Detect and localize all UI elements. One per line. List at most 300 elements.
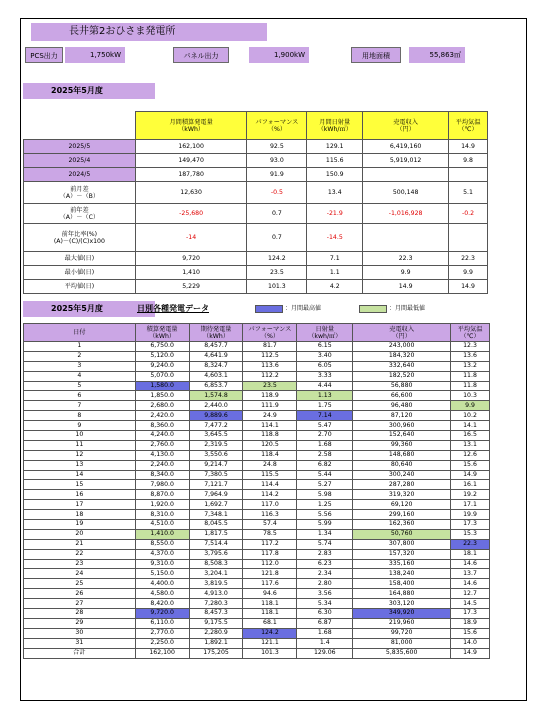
daily-cell: 117.0 xyxy=(243,500,297,510)
daily-date-cell: 1 xyxy=(24,342,136,352)
daily-cell: 80,640 xyxy=(353,460,451,470)
table-row xyxy=(24,638,490,648)
summary-cell: 500,148 xyxy=(363,182,449,204)
daily-cell: 300,240 xyxy=(353,470,451,480)
daily-cell: 157,320 xyxy=(353,549,451,559)
summary-cell: 91.9 xyxy=(247,168,307,182)
daily-cell: 5,150.0 xyxy=(135,569,189,579)
daily-date-cell: 10 xyxy=(24,431,136,441)
daily-cell: 50,760 xyxy=(353,529,451,539)
daily-date-cell: 12 xyxy=(24,450,136,460)
daily-cell: 2,680.0 xyxy=(135,401,189,411)
summary-header: 月間日射量 （kWh/㎡） xyxy=(307,112,363,140)
summary-cell: 187,780 xyxy=(135,168,247,182)
summary-header: パフォーマンス （%） xyxy=(247,112,307,140)
daily-date-cell: 8 xyxy=(24,411,136,421)
daily-cell: 158,400 xyxy=(353,579,451,589)
daily-cell: 120.5 xyxy=(243,440,297,450)
daily-cell: 1.68 xyxy=(297,440,353,450)
daily-cell: 6.30 xyxy=(297,609,353,619)
daily-cell: 2,280.9 xyxy=(189,628,243,638)
daily-cell: 68.1 xyxy=(243,618,297,628)
daily-cell: 2,760.0 xyxy=(135,440,189,450)
daily-cell: 66,600 xyxy=(353,391,451,401)
daily-cell: 3,795.6 xyxy=(189,549,243,559)
daily-cell: 8,550.0 xyxy=(135,539,189,549)
table-row xyxy=(24,490,490,500)
daily-subtitle: 日別各種発電データ xyxy=(137,304,209,313)
daily-cell: 13.7 xyxy=(451,569,490,579)
daily-date-cell: 18 xyxy=(24,510,136,520)
daily-date-cell: 3 xyxy=(24,361,136,371)
summary-cell: -25,680 xyxy=(135,204,247,224)
summary-cell: 0.7 xyxy=(247,204,307,224)
summary-cell: 4.2 xyxy=(307,280,363,294)
summary-cell: 14.9 xyxy=(363,280,449,294)
daily-cell: 7.14 xyxy=(297,411,353,421)
daily-cell: 114.2 xyxy=(243,490,297,500)
daily-cell: 1.75 xyxy=(297,401,353,411)
table-row xyxy=(24,391,490,401)
table-row xyxy=(24,618,490,628)
daily-date-cell: 28 xyxy=(24,609,136,619)
daily-cell: 184,320 xyxy=(353,351,451,361)
daily-cell: 1,580.0 xyxy=(135,381,189,391)
table-row xyxy=(24,510,490,520)
daily-cell: 1,817.5 xyxy=(189,529,243,539)
pcs-label: PCS出力 xyxy=(25,47,63,63)
daily-cell: 117.8 xyxy=(243,549,297,559)
summary-row xyxy=(24,204,488,224)
daily-date-cell: 9 xyxy=(24,421,136,431)
table-row xyxy=(24,599,490,609)
daily-cell: 5.98 xyxy=(297,490,353,500)
daily-cell: 8,420.0 xyxy=(135,599,189,609)
daily-cell: 17.3 xyxy=(451,520,490,530)
daily-cell: 12.3 xyxy=(451,342,490,352)
daily-cell: 129.06 xyxy=(297,648,353,658)
daily-cell: 175,205 xyxy=(189,648,243,658)
daily-cell: 2,240.0 xyxy=(135,460,189,470)
daily-cell: 56,880 xyxy=(353,381,451,391)
daily-cell: 17.3 xyxy=(451,609,490,619)
summary-cell: 6,419,160 xyxy=(363,140,449,154)
daily-date-cell: 23 xyxy=(24,559,136,569)
daily-cell: 5.44 xyxy=(297,470,353,480)
summary-row xyxy=(24,252,488,266)
daily-cell: 8,457.3 xyxy=(189,609,243,619)
daily-cell: 10.2 xyxy=(451,411,490,421)
daily-cell: 24.8 xyxy=(243,460,297,470)
daily-cell: 8,324.7 xyxy=(189,361,243,371)
summary-cell: 93.0 xyxy=(247,154,307,168)
daily-cell: 94.6 xyxy=(243,589,297,599)
daily-cell: 164,880 xyxy=(353,589,451,599)
daily-cell: 2.34 xyxy=(297,569,353,579)
daily-cell: 4,913.0 xyxy=(189,589,243,599)
daily-cell: 1,410.0 xyxy=(135,529,189,539)
daily-cell: 112.0 xyxy=(243,559,297,569)
daily-cell: 303,120 xyxy=(353,599,451,609)
summary-cell: 14.9 xyxy=(449,280,488,294)
daily-cell: 19.2 xyxy=(451,490,490,500)
daily-cell: 4,580.0 xyxy=(135,589,189,599)
daily-cell: 2,440.0 xyxy=(189,401,243,411)
daily-cell: 15.3 xyxy=(451,529,490,539)
daily-header: パフォーマンス （%） xyxy=(243,324,297,342)
daily-date-cell: 22 xyxy=(24,549,136,559)
daily-cell: 115.5 xyxy=(243,470,297,480)
summary-header: 平均気温 （℃） xyxy=(449,112,488,140)
daily-cell: 162,100 xyxy=(135,648,189,658)
daily-cell: 111.9 xyxy=(243,401,297,411)
summary-row-label: 前年比率(%) (A)－(C)/(C)x100 xyxy=(24,224,136,252)
daily-cell: 3,645.5 xyxy=(189,431,243,441)
daily-cell: 8,310.0 xyxy=(135,510,189,520)
legend-low-swatch xyxy=(359,305,387,313)
daily-cell: 7,980.0 xyxy=(135,480,189,490)
land-label: 用地面積 xyxy=(351,47,401,63)
daily-cell: 124.2 xyxy=(243,628,297,638)
daily-cell: 4,370.0 xyxy=(135,549,189,559)
summary-cell: -14.5 xyxy=(307,224,363,252)
daily-cell: 1.13 xyxy=(297,391,353,401)
summary-row-label: 2025/4 xyxy=(24,154,136,168)
daily-cell: 3,819.5 xyxy=(189,579,243,589)
legend-high-label: ：月間最高値 xyxy=(285,305,322,312)
summary-cell: 9.9 xyxy=(449,266,488,280)
daily-cell: 4,603.1 xyxy=(189,371,243,381)
summary-row xyxy=(24,168,488,182)
summary-table xyxy=(23,111,488,294)
daily-cell: 9,214.7 xyxy=(189,460,243,470)
daily-cell: 6.23 xyxy=(297,559,353,569)
table-row xyxy=(24,520,490,530)
table-row xyxy=(24,529,490,539)
daily-cell: 11.8 xyxy=(451,381,490,391)
summary-cell xyxy=(363,224,449,252)
daily-cell: 2,420.0 xyxy=(135,411,189,421)
daily-cell: 4,240.0 xyxy=(135,431,189,441)
daily-cell: 5.27 xyxy=(297,480,353,490)
daily-cell: 162,360 xyxy=(353,520,451,530)
daily-cell: 57.4 xyxy=(243,520,297,530)
daily-date-cell: 13 xyxy=(24,460,136,470)
summary-corner xyxy=(24,112,136,140)
table-row xyxy=(24,371,490,381)
daily-cell: 101.3 xyxy=(243,648,297,658)
daily-cell: 1.4 xyxy=(297,638,353,648)
summary-row xyxy=(24,140,488,154)
daily-cell: 335,160 xyxy=(353,559,451,569)
daily-cell: 112.5 xyxy=(243,351,297,361)
daily-date-cell: 11 xyxy=(24,440,136,450)
daily-cell: 24.9 xyxy=(243,411,297,421)
daily-cell: 1.25 xyxy=(297,500,353,510)
daily-cell: 3,204.1 xyxy=(189,569,243,579)
daily-date-cell: 29 xyxy=(24,618,136,628)
daily-cell: 1,920.0 xyxy=(135,500,189,510)
table-row xyxy=(24,500,490,510)
daily-cell: 117.6 xyxy=(243,579,297,589)
daily-cell: 1,850.0 xyxy=(135,391,189,401)
table-row xyxy=(24,431,490,441)
daily-cell: 6,110.0 xyxy=(135,618,189,628)
daily-cell: 17.1 xyxy=(451,500,490,510)
daily-cell: 99,360 xyxy=(353,440,451,450)
summary-cell: 7.1 xyxy=(307,252,363,266)
daily-cell: 9,175.5 xyxy=(189,618,243,628)
daily-cell: 22.3 xyxy=(451,539,490,549)
daily-cell: 18.9 xyxy=(451,618,490,628)
table-row xyxy=(24,579,490,589)
legend-low-label: ：月間最低値 xyxy=(389,305,426,312)
summary-cell: 12,630 xyxy=(135,182,247,204)
summary-cell: -1,016,928 xyxy=(363,204,449,224)
daily-date-cell: 15 xyxy=(24,480,136,490)
daily-cell: 3,550.6 xyxy=(189,450,243,460)
summary-cell: 1,410 xyxy=(135,266,247,280)
daily-cell: 2.83 xyxy=(297,549,353,559)
daily-cell: 14.6 xyxy=(451,579,490,589)
daily-cell: 1.68 xyxy=(297,628,353,638)
daily-cell: 121.1 xyxy=(243,638,297,648)
table-row xyxy=(24,460,490,470)
page-title: 長井第2おひさま発電所 xyxy=(31,23,267,41)
daily-cell: 182,520 xyxy=(353,371,451,381)
summary-row xyxy=(24,280,488,294)
daily-cell: 1,892.1 xyxy=(189,638,243,648)
daily-cell: 9,310.0 xyxy=(135,559,189,569)
table-row xyxy=(24,381,490,391)
daily-cell: 2.70 xyxy=(297,431,353,441)
daily-cell: 1.34 xyxy=(297,529,353,539)
daily-cell: 7,280.3 xyxy=(189,599,243,609)
pcs-value: 1,750kW xyxy=(65,47,125,63)
summary-section-title: 2025年5月度 xyxy=(23,83,155,99)
daily-cell: 2,250.0 xyxy=(135,638,189,648)
daily-cell: 2.80 xyxy=(297,579,353,589)
daily-cell: 4,641.9 xyxy=(189,351,243,361)
daily-cell: 14.9 xyxy=(451,470,490,480)
panel-value: 1,900kW xyxy=(249,47,309,63)
daily-cell: 7,964.9 xyxy=(189,490,243,500)
daily-cell: 300,960 xyxy=(353,421,451,431)
daily-cell: 118.4 xyxy=(243,450,297,460)
daily-cell: 148,680 xyxy=(353,450,451,460)
daily-cell: 121.8 xyxy=(243,569,297,579)
daily-date-cell: 16 xyxy=(24,490,136,500)
report-frame xyxy=(20,18,527,701)
table-row xyxy=(24,628,490,638)
daily-cell: 81,000 xyxy=(353,638,451,648)
daily-cell: 78.5 xyxy=(243,529,297,539)
daily-cell: 287,280 xyxy=(353,480,451,490)
table-row xyxy=(24,589,490,599)
daily-cell: 5.34 xyxy=(297,599,353,609)
daily-cell: 16.5 xyxy=(451,431,490,441)
summary-row xyxy=(24,224,488,252)
summary-cell: 92.5 xyxy=(247,140,307,154)
table-row xyxy=(24,361,490,371)
summary-cell: 0.7 xyxy=(247,224,307,252)
daily-cell: 116.3 xyxy=(243,510,297,520)
daily-header-row xyxy=(24,324,490,342)
daily-cell: 118.1 xyxy=(243,599,297,609)
daily-date-cell: 19 xyxy=(24,520,136,530)
summary-row-label: 平均値(日) xyxy=(24,280,136,294)
daily-cell: 4,130.0 xyxy=(135,450,189,460)
summary-cell: 13.4 xyxy=(307,182,363,204)
daily-cell: 81.7 xyxy=(243,342,297,352)
daily-cell: 11.8 xyxy=(451,371,490,381)
daily-date-cell: 4 xyxy=(24,371,136,381)
summary-row xyxy=(24,266,488,280)
daily-cell: 332,640 xyxy=(353,361,451,371)
table-row xyxy=(24,569,490,579)
daily-cell: 18.1 xyxy=(451,549,490,559)
daily-table xyxy=(23,323,490,659)
daily-date-cell: 5 xyxy=(24,381,136,391)
daily-cell: 6.05 xyxy=(297,361,353,371)
daily-date-cell: 6 xyxy=(24,391,136,401)
summary-cell: -21.9 xyxy=(307,204,363,224)
daily-cell: 3.40 xyxy=(297,351,353,361)
table-row xyxy=(24,401,490,411)
daily-date-cell: 14 xyxy=(24,470,136,480)
table-row xyxy=(24,480,490,490)
table-row xyxy=(24,440,490,450)
daily-date-cell: 7 xyxy=(24,401,136,411)
daily-date-cell: 25 xyxy=(24,579,136,589)
table-row xyxy=(24,351,490,361)
daily-cell: 6.15 xyxy=(297,342,353,352)
summary-header: 売電収入 （円） xyxy=(363,112,449,140)
summary-cell: 162,100 xyxy=(135,140,247,154)
summary-cell: 5,229 xyxy=(135,280,247,294)
daily-date-cell: 26 xyxy=(24,589,136,599)
daily-cell: 8,340.0 xyxy=(135,470,189,480)
daily-date-cell: 27 xyxy=(24,599,136,609)
daily-cell: 5.56 xyxy=(297,510,353,520)
daily-header: 期待発電量 （kWh） xyxy=(189,324,243,342)
daily-cell: 5,070.0 xyxy=(135,371,189,381)
daily-cell: 5,120.0 xyxy=(135,351,189,361)
daily-cell: 243,000 xyxy=(353,342,451,352)
daily-cell: 6.82 xyxy=(297,460,353,470)
summary-header-row xyxy=(24,112,488,140)
daily-date-cell: 2 xyxy=(24,351,136,361)
panel-label: パネル出力 xyxy=(173,47,229,63)
daily-header: 平均気温 （℃） xyxy=(451,324,490,342)
daily-cell: 113.6 xyxy=(243,361,297,371)
daily-cell: 7,380.5 xyxy=(189,470,243,480)
daily-cell: 1,574.8 xyxy=(189,391,243,401)
daily-cell: 5.47 xyxy=(297,421,353,431)
daily-cell: 299,160 xyxy=(353,510,451,520)
daily-cell: 2,319.5 xyxy=(189,440,243,450)
summary-cell: -14 xyxy=(135,224,247,252)
summary-row-label: 2025/5 xyxy=(24,140,136,154)
summary-cell: 9.8 xyxy=(449,154,488,168)
daily-cell: 99,720 xyxy=(353,628,451,638)
daily-date-cell: 合計 xyxy=(24,648,136,658)
daily-header: 売電収入 （円） xyxy=(353,324,451,342)
daily-cell: 2,770.0 xyxy=(135,628,189,638)
daily-cell: 4,400.0 xyxy=(135,579,189,589)
table-row xyxy=(24,549,490,559)
daily-date-cell: 30 xyxy=(24,628,136,638)
daily-cell: 69,120 xyxy=(353,500,451,510)
daily-section-title: 2025年5月度 xyxy=(23,301,155,317)
daily-cell: 1,692.7 xyxy=(189,500,243,510)
daily-cell: 14.6 xyxy=(451,559,490,569)
table-row xyxy=(24,609,490,619)
daily-cell: 6,750.0 xyxy=(135,342,189,352)
daily-cell: 8,508.3 xyxy=(189,559,243,569)
daily-cell: 2.58 xyxy=(297,450,353,460)
summary-row-label: 最小値(日) xyxy=(24,266,136,280)
daily-cell: 3.33 xyxy=(297,371,353,381)
daily-header: 積算発電量 （kWh） xyxy=(135,324,189,342)
daily-date-cell: 31 xyxy=(24,638,136,648)
daily-cell: 152,640 xyxy=(353,431,451,441)
daily-cell: 117.2 xyxy=(243,539,297,549)
table-row xyxy=(24,450,490,460)
daily-cell: 14.0 xyxy=(451,638,490,648)
summary-row-label: 前月差 （A）－（B） xyxy=(24,182,136,204)
summary-row xyxy=(24,182,488,204)
table-row xyxy=(24,342,490,352)
daily-date-cell: 24 xyxy=(24,569,136,579)
daily-cell: 7,348.1 xyxy=(189,510,243,520)
daily-cell: 5.99 xyxy=(297,520,353,530)
daily-cell: 13.6 xyxy=(451,351,490,361)
daily-cell: 307,800 xyxy=(353,539,451,549)
summary-cell: -0.5 xyxy=(247,182,307,204)
table-row xyxy=(24,559,490,569)
summary-cell: 9,720 xyxy=(135,252,247,266)
daily-cell: 118.9 xyxy=(243,391,297,401)
daily-cell: 87,120 xyxy=(353,411,451,421)
daily-cell: 16.1 xyxy=(451,480,490,490)
daily-cell: 14.1 xyxy=(451,421,490,431)
summary-row xyxy=(24,154,488,168)
summary-row-label: 最大値(日) xyxy=(24,252,136,266)
daily-date-cell: 20 xyxy=(24,529,136,539)
summary-cell xyxy=(449,168,488,182)
summary-cell: 150.9 xyxy=(307,168,363,182)
table-row xyxy=(24,539,490,549)
daily-cell: 7,477.2 xyxy=(189,421,243,431)
daily-cell: 7,121.7 xyxy=(189,480,243,490)
summary-cell: 9.9 xyxy=(363,266,449,280)
summary-cell xyxy=(449,224,488,252)
daily-date-cell: 21 xyxy=(24,539,136,549)
daily-cell: 7,514.4 xyxy=(189,539,243,549)
daily-cell: 10.3 xyxy=(451,391,490,401)
summary-cell: 14.9 xyxy=(449,140,488,154)
table-row xyxy=(24,470,490,480)
daily-cell: 349,920 xyxy=(353,609,451,619)
table-row xyxy=(24,411,490,421)
summary-row-label: 前年差 （A）－（C） xyxy=(24,204,136,224)
daily-cell: 8,360.0 xyxy=(135,421,189,431)
daily-cell: 12.6 xyxy=(451,450,490,460)
summary-cell: 1.1 xyxy=(307,266,363,280)
daily-cell: 14.9 xyxy=(451,648,490,658)
summary-cell: 5,919,012 xyxy=(363,154,449,168)
